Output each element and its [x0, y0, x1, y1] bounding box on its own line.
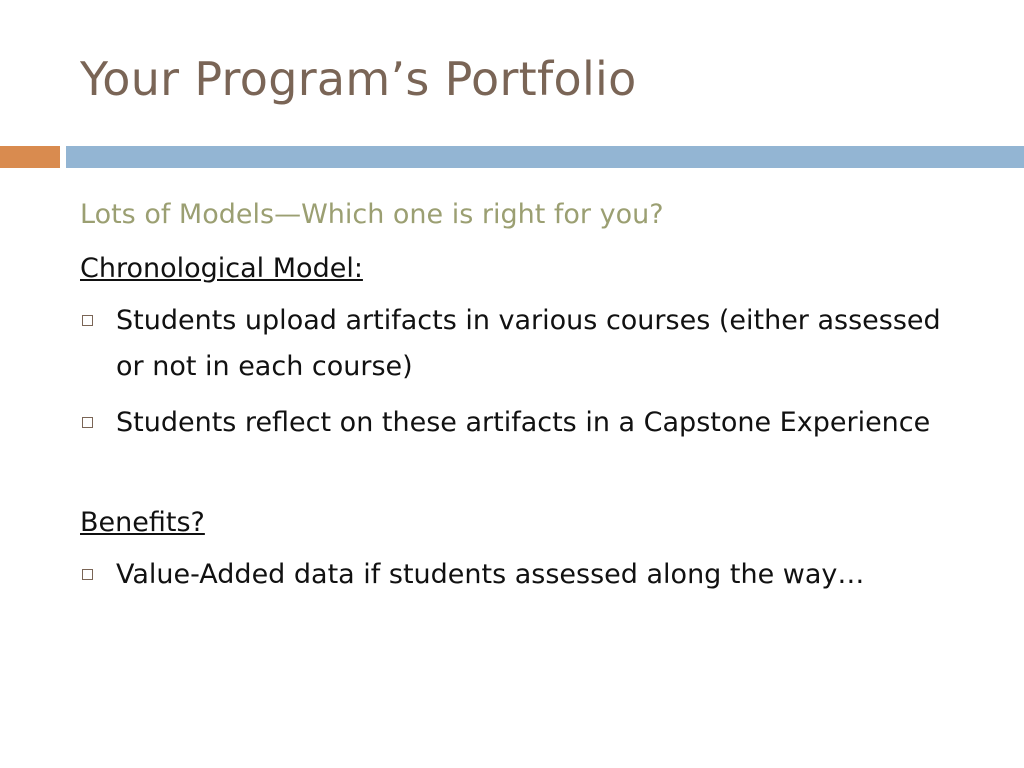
bullet-item: [80, 298, 950, 390]
square-bullet-icon: [82, 417, 93, 428]
accent-bar-blue: [66, 146, 1024, 168]
slide-content: [80, 192, 950, 608]
bullet-text: Students reflect on these artifacts in a Capstone Experience: [116, 407, 931, 438]
bullet-text: Value-Added data if students assessed along the way…: [116, 559, 865, 590]
slide-title: Your Program’s Portfolio: [80, 52, 637, 106]
bullet-item: [80, 400, 950, 446]
section-heading-chronological-model: Chronological Model:: [80, 253, 363, 284]
section-heading-benefits: Benefits?: [80, 507, 205, 538]
square-bullet-icon: [82, 315, 93, 326]
spacer: [80, 456, 950, 500]
square-bullet-icon: [82, 569, 93, 580]
bullet-text: Students upload artifacts in various courses (either assessed or not in each course): [116, 305, 941, 382]
accent-bar-orange: [0, 146, 60, 168]
slide-subtitle: Lots of Models—Which one is right for you?: [80, 199, 664, 230]
bullet-item: [80, 552, 950, 598]
